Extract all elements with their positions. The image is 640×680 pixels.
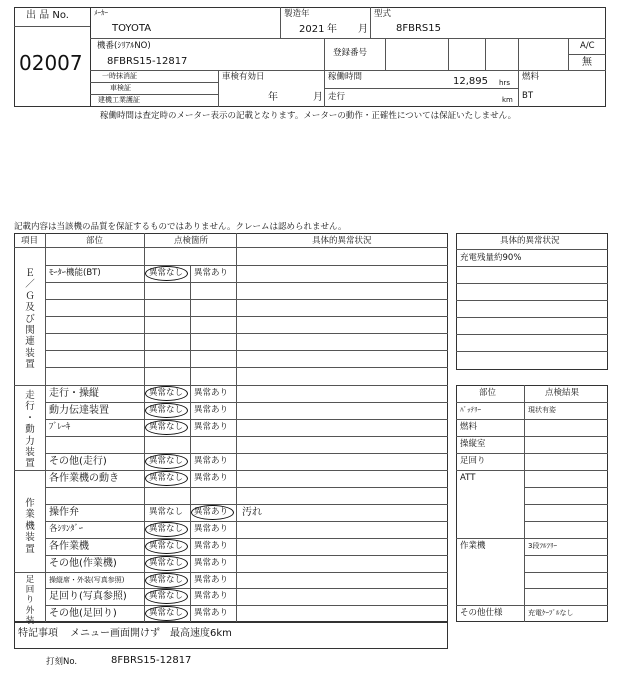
row-motor: ﾓｰﾀｰ機能(BT) xyxy=(49,268,101,278)
fuel-value: BT xyxy=(522,91,534,101)
abnormal-label: 異常あり xyxy=(194,388,229,398)
side-foot: 足回り xyxy=(460,456,486,466)
hours-label: 稼働時間 xyxy=(328,72,363,82)
row-power: 動力伝達装置 xyxy=(49,405,109,416)
normal-label: 異常なし xyxy=(149,422,184,432)
row-brake: ﾌﾞﾚｰｷ xyxy=(49,422,71,432)
abnormal-label: 異常あり xyxy=(194,268,229,278)
abnormal-label: 異常あり xyxy=(194,507,229,517)
reg-label: 登録番号 xyxy=(333,48,368,58)
stamp-label: 打刻No. xyxy=(46,657,78,667)
row-steer: 走行・操縦 xyxy=(49,388,99,399)
item-no-value: 02007 xyxy=(19,51,83,75)
inspection-label: 車検有効日 xyxy=(222,72,265,82)
row-work-move: 各作業機の動き xyxy=(49,473,119,484)
abnormal-label: 異常あり xyxy=(194,422,229,432)
normal-label: 異常なし xyxy=(149,507,184,517)
side-other: その他仕様 xyxy=(460,608,503,618)
row-cabin: 操縦席・外装(写真参照) xyxy=(49,576,125,584)
maker-label: ﾒｰｶｰ xyxy=(94,9,108,17)
insp-year-unit: 年 xyxy=(268,92,278,103)
normal-label: 異常なし xyxy=(149,524,184,534)
ac-value: 無 xyxy=(582,57,592,68)
maker-value: TOYOTA xyxy=(112,23,152,34)
cert-temporary: 一時抹消証 xyxy=(102,72,137,80)
year-unit: 年 xyxy=(327,24,337,35)
disclaimer: 記載内容は当該機の品質を保証するものではありません。クレームは認められません。 xyxy=(14,222,347,232)
row-each-work: 各作業機 xyxy=(49,541,89,552)
meter-note: 稼働時間は査定時のメーター表示の記載となります。メーターの動作・正確性については保証いたしません。 xyxy=(100,111,517,121)
side-work-result: 3段ﾌﾙﾌﾘｰ xyxy=(528,542,557,550)
hours-value: 12,895 xyxy=(453,76,488,87)
group-engine: Ｅ ／ Ｇ 及 び 関 連 装 置 xyxy=(25,268,35,371)
group-foot: 足 回 り 外 装 xyxy=(25,575,35,626)
serial-value: 8FBRS15-12817 xyxy=(107,56,188,67)
normal-label: 異常なし xyxy=(149,268,184,278)
km-label: 走行 xyxy=(328,92,346,102)
normal-label: 異常なし xyxy=(149,388,184,398)
normal-label: 異常なし xyxy=(149,473,184,483)
normal-label: 異常なし xyxy=(149,456,184,466)
group-work: 作 業 機 装 置 xyxy=(25,498,35,555)
abnormal-label: 異常あり xyxy=(194,456,229,466)
item-no-label: 出 品 No. xyxy=(26,10,69,21)
col-detail: 具体的異常状況 xyxy=(312,236,372,246)
side-other-result: 充電ｹｰﾌﾞﾙなし xyxy=(528,609,574,617)
normal-label: 異常なし xyxy=(149,575,184,585)
normal-label: 異常なし xyxy=(149,558,184,568)
model-value: 8FBRS15 xyxy=(396,23,441,34)
col-check: 点検箇所 xyxy=(174,236,209,246)
abnormal-label: 異常あり xyxy=(194,608,229,618)
side-work: 作業機 xyxy=(460,541,486,551)
row-cylinder: 各ｼﾘﾝﾀﾞｰ xyxy=(49,524,84,534)
stamp-value: 8FBRS15-12817 xyxy=(111,655,192,666)
side-att: ATT xyxy=(460,473,476,483)
remarks-text: メニュー画面開けず 最高速度6km xyxy=(70,628,232,639)
abnormal-label: 異常あり xyxy=(194,541,229,551)
model-label: 型式 xyxy=(374,9,392,19)
side-detail-first: 充電残量約90% xyxy=(460,253,522,263)
abnormal-label: 異常あり xyxy=(194,558,229,568)
row-foot-photo: 足回り(写真参照) xyxy=(49,591,127,602)
abnormal-label: 異常あり xyxy=(194,591,229,601)
normal-label: 異常なし xyxy=(149,405,184,415)
year-label: 製造年 xyxy=(284,9,310,19)
serial-label: 機番(ｼﾘｱﾙNO) xyxy=(97,41,151,51)
valve-detail: 汚れ xyxy=(242,507,262,518)
row-other-foot: その他(足回り) xyxy=(49,608,117,619)
abnormal-label: 異常あり xyxy=(194,524,229,534)
col-part: 部位 xyxy=(86,236,104,246)
side-battery: ﾊﾞｯﾃﾘｰ xyxy=(460,406,481,414)
normal-label: 異常なし xyxy=(149,591,184,601)
normal-label: 異常なし xyxy=(149,608,184,618)
year-value: 2021 xyxy=(299,24,325,35)
row-other-work: その他(作業機) xyxy=(49,558,117,569)
side-col-part: 部位 xyxy=(479,388,497,398)
row-other-drive: その他(走行) xyxy=(49,456,107,467)
remarks-label: 特記事項 xyxy=(18,628,58,639)
side-battery-result: 現状有姿 xyxy=(528,406,556,414)
side-col-result: 点検結果 xyxy=(545,388,580,398)
abnormal-label: 異常あり xyxy=(194,473,229,483)
insp-month-unit: 月 xyxy=(313,92,323,103)
cert-construction: 建機工業護証 xyxy=(98,96,140,104)
side-detail-header: 具体的異常状況 xyxy=(500,236,560,246)
abnormal-label: 異常あり xyxy=(194,405,229,415)
side-cabin: 操縦室 xyxy=(460,439,486,449)
normal-label: 異常なし xyxy=(149,541,184,551)
col-item: 項目 xyxy=(21,236,39,246)
side-fuel: 燃料 xyxy=(460,422,478,432)
cert-vehicle: 車検証 xyxy=(110,84,131,92)
hours-unit: hrs xyxy=(499,79,510,87)
abnormal-label: 異常あり xyxy=(194,575,229,585)
fuel-label: 燃料 xyxy=(522,72,540,82)
km-unit: km xyxy=(502,96,513,104)
ac-label: A/C xyxy=(580,41,595,51)
month-unit: 月 xyxy=(358,24,368,35)
row-valve: 操作弁 xyxy=(49,507,79,518)
group-drive: 走 行 ・ 動 力 装 置 xyxy=(25,390,35,470)
